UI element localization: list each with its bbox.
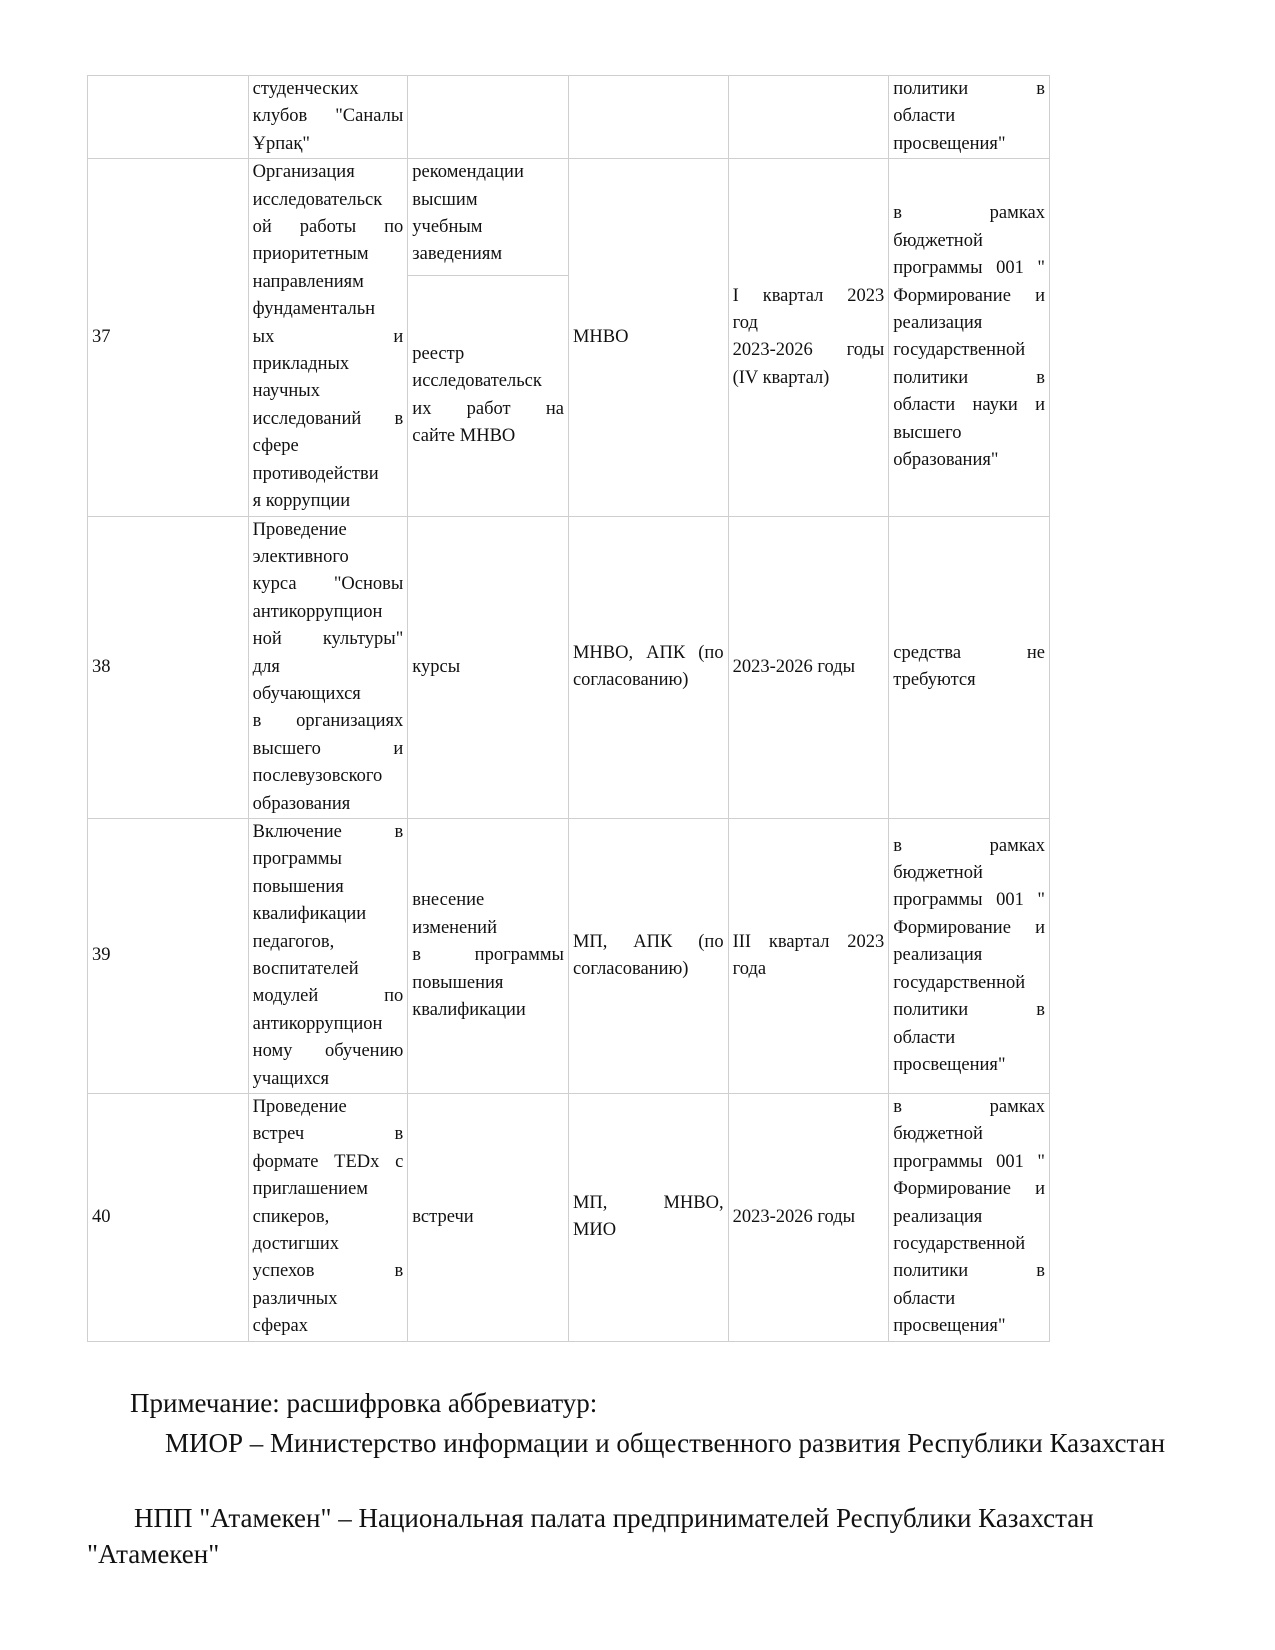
cell-text-line: политики в [893, 1000, 1045, 1021]
cell-text-line: высшего и [252, 738, 404, 759]
cell-text-line: требуются [893, 670, 976, 691]
cell-text-line: в рамках [893, 203, 1045, 224]
note-abbreviation-mior: МИОР – Министерство информации и общественного развития Республики Казахстан [165, 1428, 1166, 1458]
cell-text-line: я коррупции [252, 491, 351, 512]
cell-text-line: учебным [412, 217, 483, 238]
cell-text-line: изменений [412, 917, 497, 938]
cell-responsible [568, 76, 728, 159]
cell-text-line: квалификации [412, 1000, 526, 1021]
cell-text-line: формате TEDx с [252, 1151, 404, 1172]
cell-text-line: реестр [412, 343, 465, 364]
cell-text-line: программы 001 " [893, 1151, 1045, 1172]
cell-completion-form [408, 159, 569, 275]
cell-text-line: в рамках [893, 1097, 1045, 1118]
cell-text-line: обучающихся [252, 683, 361, 704]
cell-deadline [728, 818, 889, 1093]
cell-text-line: бюджетной [893, 863, 983, 884]
cell-text-line: Включение в [252, 821, 404, 842]
cell-text-line: высшим [412, 189, 478, 210]
cell-text-line: реализация [893, 1206, 983, 1227]
cell-text-line: МП, АПК (по [572, 931, 724, 952]
cell-completion-form: курсы [408, 516, 569, 818]
cell-text-line: учащихся [252, 1068, 330, 1089]
cell-responsible [568, 1094, 728, 1342]
cell-text-line: просвещения" [893, 1316, 1006, 1337]
cell-text-line: Формирование и [893, 1179, 1045, 1200]
cell-text-line: МИО [572, 1220, 617, 1241]
cell-text-line: просвещения" [893, 133, 1006, 154]
cell-text-line: направлениям [252, 271, 364, 292]
cell-num [88, 76, 249, 159]
cell-text-line: области [893, 1027, 956, 1048]
cell-text-line: их работ на [412, 398, 564, 419]
cell-text-line: программы [252, 849, 342, 870]
cell-event [248, 818, 408, 1093]
note-abbreviation-npp: НПП "Атамекен" – Национальная палата предпринимателей Республики Казахстан "Атамекен" [87, 1503, 1094, 1569]
cell-text-line: научных [252, 381, 320, 402]
cell-text-line: ной культуры" [252, 629, 404, 650]
cell-text-line: в программы [412, 945, 564, 966]
cell-text-line: различных [252, 1288, 338, 1309]
cell-completion-form [408, 76, 569, 159]
cell-text-line: области [893, 106, 956, 127]
table-row-40 [88, 1094, 1050, 1342]
cell-text-line: внесение [412, 890, 485, 911]
cell-text-line: согласованию) [572, 959, 689, 979]
cell-text-line: воспитателей [252, 959, 359, 979]
cell-responsible: МНВО [568, 159, 728, 516]
cell-text-line: год [732, 312, 758, 333]
cell-text-line: Организация [252, 162, 355, 183]
cell-text-line: ному обучению [252, 1041, 404, 1062]
table-row-38 [88, 516, 1050, 818]
cell-deadline: 2023-2026 годы [728, 1094, 889, 1342]
cell-text-line: спикеров, [252, 1206, 330, 1227]
cell-text-line: высшего [893, 422, 962, 443]
cell-text-line: антикоррупцион [252, 1013, 383, 1034]
cell-source [889, 516, 1050, 818]
cell-text-line: студенческих [252, 79, 359, 99]
cell-text-line: элективного [252, 546, 349, 567]
cell-text-line: программы 001 " [893, 258, 1045, 279]
cell-text-line: сфере [252, 436, 299, 457]
cell-text-line: политики в [893, 1261, 1045, 1282]
cell-text-line: МП, МНВО, [572, 1192, 724, 1213]
cell-event [248, 1094, 408, 1342]
cell-text-line: повышения [252, 876, 344, 897]
cell-text-line: (IV квартал) [732, 367, 830, 388]
cell-text-line: Формирование и [893, 285, 1045, 306]
cell-text-line: ой работы по [252, 217, 404, 238]
table-row-continuation [88, 76, 1050, 159]
cell-text-line: в рамках [893, 835, 1045, 856]
cell-text-line: образования [252, 793, 351, 814]
cell-text-line: III квартал 2023 [732, 931, 885, 952]
cell-text-line: программы 001 " [893, 890, 1045, 911]
cell-text-line: 2023-2026 годы [732, 340, 885, 361]
cell-text-line: года [732, 959, 767, 979]
note-title: Примечание: расшифровка аббревиатур: [130, 1388, 598, 1418]
cell-text-line: политики в [893, 79, 1045, 99]
cell-text-line: клубов "Саналы [252, 106, 404, 127]
cell-text-line: государственной [893, 340, 1026, 361]
cell-text-line: повышения [412, 972, 504, 993]
cell-source [889, 1094, 1050, 1342]
cell-event [248, 159, 408, 516]
cell-text-line: для [252, 656, 280, 677]
cell-responsible [568, 818, 728, 1093]
cell-text-line: противодействи [252, 463, 379, 484]
table-row-37 [88, 159, 1050, 275]
cell-text-line: Проведение [252, 1097, 347, 1118]
cell-text-line: реализация [893, 945, 983, 966]
cell-event [248, 516, 408, 818]
cell-text-line: бюджетной [893, 1124, 983, 1145]
cell-text-line: успехов в [252, 1261, 404, 1282]
cell-text-line: приоритетным [252, 244, 369, 265]
cell-text-line: рекомендации [412, 162, 524, 183]
cell-text-line: сайте МНВО [412, 425, 516, 446]
cell-text-line: образования" [893, 449, 999, 470]
cell-text-line: встреч в [252, 1124, 404, 1145]
cell-completion-form [408, 275, 569, 516]
cell-text-line: квалификации [252, 904, 367, 925]
cell-num: 37 [88, 159, 249, 516]
cell-num: 38 [88, 516, 249, 818]
cell-text-line: исследовательск [412, 371, 542, 392]
cell-text-line: государственной [893, 1234, 1026, 1255]
cell-text-line: исследовательск [252, 189, 383, 210]
cell-num: 40 [88, 1094, 249, 1342]
cell-deadline [728, 76, 889, 159]
cell-text-line: заведениям [412, 244, 503, 265]
cell-completion-form: встречи [408, 1094, 569, 1342]
cell-text-line: достигших [252, 1234, 339, 1255]
cell-text-line: модулей по [252, 986, 404, 1007]
table-row-39 [88, 818, 1050, 1093]
cell-deadline: 2023-2026 годы [728, 516, 889, 818]
cell-text-line: сферах [252, 1316, 309, 1337]
cell-event [248, 76, 408, 159]
cell-text-line: прикладных [252, 354, 350, 375]
cell-responsible [568, 516, 728, 818]
cell-text-line: МНВО, АПК (по [572, 642, 724, 663]
cell-completion-form [408, 818, 569, 1093]
cell-text-line: ых и [252, 326, 404, 347]
cell-text-line: Проведение [252, 519, 347, 540]
cell-text-line: реализация [893, 312, 983, 333]
cell-text-line: фундаментальн [252, 299, 376, 320]
cell-text-line: средства не [893, 642, 1045, 663]
cell-source [889, 76, 1050, 159]
cell-source [889, 818, 1050, 1093]
cell-text-line: курса "Основы [252, 574, 404, 595]
cell-text-line: исследований в [252, 408, 404, 429]
cell-text-line: государственной [893, 972, 1026, 993]
cell-text-line: послевузовского [252, 766, 383, 787]
cell-text-line: антикоррупцион [252, 601, 383, 622]
cell-text-line: области науки и [893, 395, 1045, 416]
cell-text-line: в организациях [252, 711, 404, 732]
cell-text-line: согласованию) [572, 670, 689, 691]
action-plan-table [87, 75, 1050, 1342]
cell-text-line: Ұрпақ" [252, 133, 310, 154]
cell-text-line: приглашением [252, 1179, 368, 1200]
cell-text-line: области [893, 1288, 956, 1309]
cell-text-line: просвещения" [893, 1054, 1006, 1075]
cell-num: 39 [88, 818, 249, 1093]
cell-text-line: политики в [893, 367, 1045, 388]
cell-text-line: I квартал 2023 [732, 285, 885, 306]
cell-deadline [728, 159, 889, 516]
cell-text-line: бюджетной [893, 230, 983, 251]
cell-text-line: педагогов, [252, 931, 335, 952]
cell-text-line: Формирование и [893, 917, 1045, 938]
cell-source [889, 159, 1050, 516]
